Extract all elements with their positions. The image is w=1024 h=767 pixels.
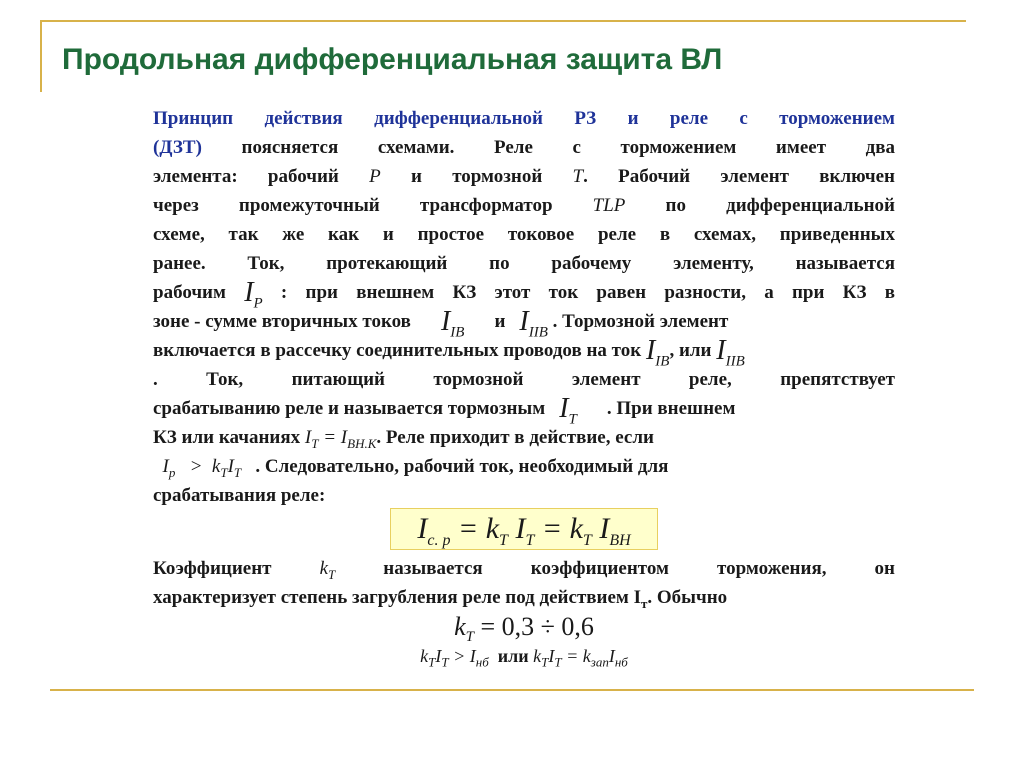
math-it-cyr: $I_т$ <box>633 587 648 611</box>
math-i-iib: $I_{IIB}$ <box>716 335 745 370</box>
math-i-ib: $I_{IB}$ <box>645 335 670 370</box>
formula-range: $k_T = 0,3 \div 0,6$ <box>454 612 594 646</box>
slide-title: Продольная дифференциальная защита ВЛ <box>62 43 723 76</box>
text-line: . Ток, питающий тормозной элемент реле, препятствует <box>153 369 895 390</box>
text-line: КЗ или качаниях $I_T = I_{ВН.К}$. Реле приходит в действие, если <box>153 427 654 451</box>
text-line: схеме, так же как и простое токовое реле в схемах, приведенных <box>153 224 895 245</box>
text-line: через промежуточный трансформатор TLP по дифференциальной <box>153 195 895 216</box>
left-rule <box>40 20 42 92</box>
bottom-rule <box>50 689 974 691</box>
math-i-t: $I_T$ <box>559 393 577 428</box>
text-line: рабочим $I_P$ : при внешнем КЗ этот ток равен разности, а при КЗ в <box>153 277 895 312</box>
text-line: Коэффициент $k_T$ называется коэффициентом торможения, он <box>153 558 895 582</box>
math-kt: $k_T$ <box>319 558 336 582</box>
math-i-ib: $I_{IB}$ <box>440 306 465 341</box>
text-line: Принцип действия дифференциальной РЗ и реле с торможением <box>153 108 895 129</box>
math-i-iib: $I_{IIB}$ <box>519 306 548 341</box>
math-i-p: $I_P$ <box>244 277 263 312</box>
text-line: зоне - сумме вторичных токов $I_{IB}и$ $I_{IIB}$ . Тормозной элемент <box>153 306 729 341</box>
formula-highlight: $I_{с. р} = k_T$ $I_T = k_T$ $I_{ВН}$ <box>390 508 657 550</box>
text-line: ранее. Ток, протекающий по рабочему элементу, называется <box>153 253 895 274</box>
math-condition: $I_р$ > $k_TI_T$ <box>162 456 242 480</box>
text-line: включается в рассечку соединительных проводов на ток $I_{IB}$, или $I_{IIB}$ <box>153 335 745 370</box>
formula-condition: $k_TI_T > I_{нб}$ или $k_TI_T = k_{зап}I_{нб}$ <box>420 646 628 670</box>
text-line: характеризует степень загрубления реле под действием $I_т$. Обычно <box>153 587 728 611</box>
text-line: (ДЗТ) поясняется схемами. Реле с торможением имеет два <box>153 137 895 158</box>
formula-row <box>153 508 895 554</box>
text-line: $I_р$ > $k_TI_T$ . Следовательно, рабочий ток, необходимый для <box>153 452 895 481</box>
math-it-eq: $I_T = I_{ВН.К}$ <box>304 427 377 451</box>
text-line: срабатыванию реле и называется тормозным $I_T$. При внешнем <box>153 393 736 428</box>
slide-body <box>153 104 895 670</box>
text-line: элемента: рабочий Р и тормозной Т. Рабочий элемент включен <box>153 166 895 187</box>
text-line: срабатывания реле: <box>153 485 326 506</box>
top-rule <box>40 20 966 22</box>
